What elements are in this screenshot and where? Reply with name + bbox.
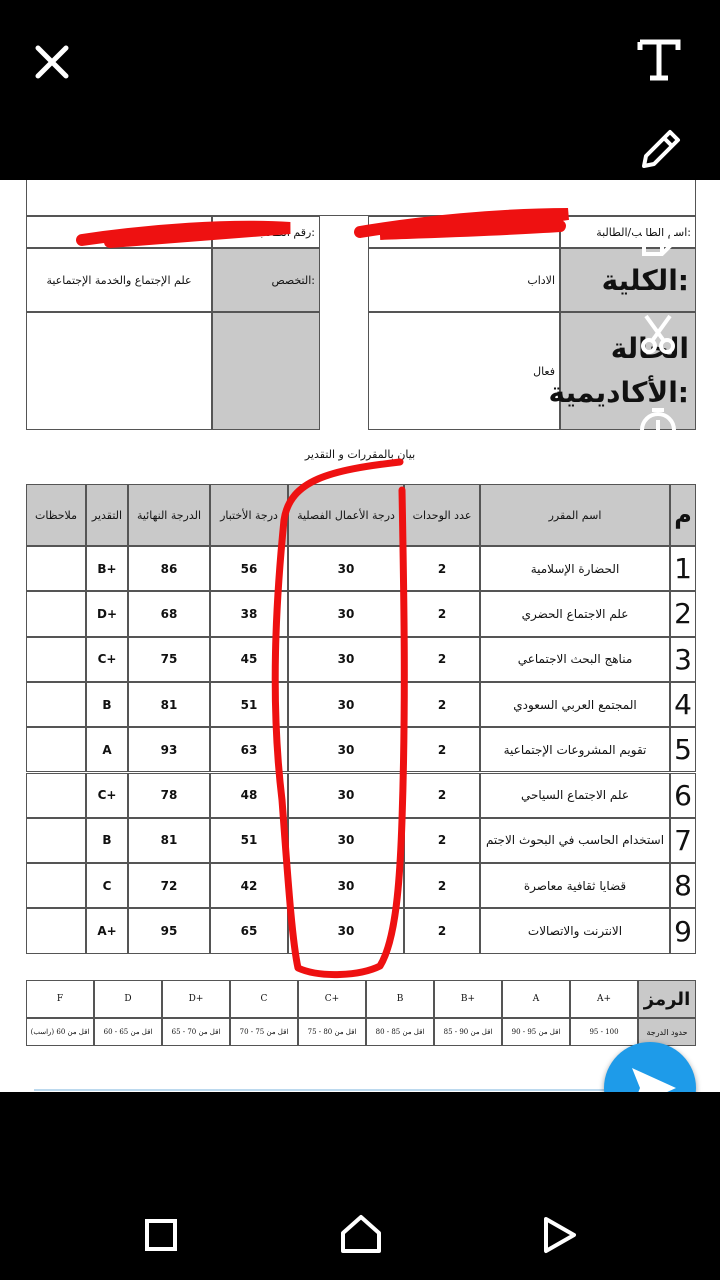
cell-units: 2 (404, 773, 480, 818)
cell-grade: D+ (86, 591, 128, 636)
legend-grade: A (502, 980, 570, 1018)
cell-exam: 51 (210, 818, 288, 863)
cell-grade: C+ (86, 773, 128, 818)
legend-grade: B (366, 980, 434, 1018)
legend-grade: B+ (434, 980, 502, 1018)
cell-final: 86 (128, 546, 210, 591)
cell-exam: 65 (210, 908, 288, 953)
header-final: الدرجة النهائية (128, 484, 210, 546)
cell-name: الانترنت والاتصالات (480, 908, 670, 953)
cell-coursework: 30 (288, 682, 404, 727)
cell-final: 72 (128, 863, 210, 908)
back-icon[interactable] (542, 1216, 578, 1254)
legend-grade: D (94, 980, 162, 1018)
cell-exam: 63 (210, 727, 288, 772)
cell-name: المجتمع العربي السعودي (480, 682, 670, 727)
cell-num: 5 (670, 727, 696, 772)
cell-units: 2 (404, 863, 480, 908)
cell-final: 75 (128, 637, 210, 682)
legend-range: 75 - اقل من 80 (298, 1018, 366, 1046)
cell-units: 2 (404, 818, 480, 863)
cell-coursework: 30 (288, 637, 404, 682)
cell-num: 2 (670, 591, 696, 636)
legend-range: اقل من 60 (راسب) (26, 1018, 94, 1046)
cell-num: 8 (670, 863, 696, 908)
cell-grade: A+ (86, 908, 128, 953)
legend-range: 70 - اقل من 75 (230, 1018, 298, 1046)
cell-num: 7 (670, 818, 696, 863)
cell-units: 2 (404, 637, 480, 682)
cell-grade: B (86, 818, 128, 863)
scissors-icon[interactable] (636, 312, 680, 356)
cell-num: 6 (670, 773, 696, 818)
timer-icon[interactable] (636, 406, 680, 450)
legend-grade: C (230, 980, 298, 1018)
cell-final: 78 (128, 773, 210, 818)
legend-grade: F (26, 980, 94, 1018)
academic-status-label-line2: الأكاديمية: (548, 376, 689, 409)
legend-range: 85 - اقل من 90 (434, 1018, 502, 1046)
cell-name: علم الاجتماع الحضري (480, 591, 670, 636)
cell-coursework: 30 (288, 863, 404, 908)
header-coursework: درجة الأعمال الفصلية (288, 484, 404, 546)
header-notes: ملاحظات (26, 484, 86, 546)
major-value: علم الإجتماع والخدمة الإجتماعية (46, 273, 192, 287)
cell-num: 1 (670, 546, 696, 591)
cell-num: 9 (670, 908, 696, 953)
cell-exam: 42 (210, 863, 288, 908)
cell-coursework: 30 (288, 773, 404, 818)
legend-range: 95 - 100 (570, 1018, 638, 1046)
cell-units: 2 (404, 591, 480, 636)
cell-final: 81 (128, 818, 210, 863)
cell-coursework: 30 (288, 546, 404, 591)
legend-grade: C+ (298, 980, 366, 1018)
header-exam: درجة الأختبار (210, 484, 288, 546)
legend-range: 60 - اقل من 65 (94, 1018, 162, 1046)
home-icon[interactable] (340, 1214, 382, 1254)
legend-grade: A+ (570, 980, 638, 1018)
cell-final: 95 (128, 908, 210, 953)
cell-units: 2 (404, 682, 480, 727)
legend-range: 65 - اقل من 70 (162, 1018, 230, 1046)
cell-exam: 48 (210, 773, 288, 818)
cell-name: استخدام الحاسب في البحوث الاجتم (480, 818, 670, 863)
recents-icon[interactable] (144, 1218, 178, 1252)
header-units: عدد الوحدات (404, 484, 480, 546)
academic-status-value: فعال (533, 364, 555, 378)
cell-exam: 56 (210, 546, 288, 591)
cell-coursework: 30 (288, 818, 404, 863)
redaction-scribble-number (82, 227, 290, 242)
cell-exam: 51 (210, 682, 288, 727)
cell-grade: B (86, 682, 128, 727)
cell-grade: C+ (86, 637, 128, 682)
cell-units: 2 (404, 546, 480, 591)
cell-grade: C (86, 863, 128, 908)
college-label: الكلية: (601, 263, 689, 297)
cell-final: 81 (128, 682, 210, 727)
cell-coursework: 30 (288, 591, 404, 636)
academic-status-label-line1: الحالة (610, 332, 689, 365)
cell-num: 3 (670, 637, 696, 682)
courses-title: بيان بالمقررات و التقدير (304, 448, 416, 461)
android-nav-bar (0, 1092, 720, 1280)
legend-range-label: حدود الدرجة (638, 1018, 696, 1046)
cell-grade: B+ (86, 546, 128, 591)
cell-exam: 38 (210, 591, 288, 636)
cell-exam: 45 (210, 637, 288, 682)
cell-num: 4 (670, 682, 696, 727)
major-label: التخصص: (271, 273, 315, 287)
cell-coursework: 30 (288, 727, 404, 772)
sticker-icon[interactable] (636, 218, 680, 262)
cell-final: 93 (128, 727, 210, 772)
cell-name: تقويم المشروعات الإجتماعية (480, 727, 670, 772)
header-grade: التقدير (86, 484, 128, 546)
cell-name: مناهج البحث الاجتماعي (480, 637, 670, 682)
cell-name: علم الاجتماع السياحي (480, 773, 670, 818)
header-num: م (670, 484, 696, 546)
cell-name: الحضارة الإسلامية (480, 546, 670, 591)
legend-grade: D+ (162, 980, 230, 1018)
student-number-label: رقم الطالب: (256, 225, 315, 239)
legend-range: 80 - اقل من 85 (366, 1018, 434, 1046)
legend-range: 90 - اقل من 95 (502, 1018, 570, 1046)
college-value: الاداب (527, 273, 555, 287)
cell-units: 2 (404, 727, 480, 772)
highlight-circle-coursework (275, 462, 404, 975)
cell-final: 68 (128, 591, 210, 636)
header-name: اسم المقرر (480, 484, 670, 546)
student-name-label: اسم الطالب/الطالبة: (596, 225, 691, 239)
cell-coursework: 30 (288, 908, 404, 953)
legend-symbol-label: الرمز (638, 980, 696, 1018)
cell-name: قضايا ثقافية معاصرة (480, 863, 670, 908)
redaction-scribble-name (360, 214, 568, 234)
cell-grade: A (86, 727, 128, 772)
cell-units: 2 (404, 908, 480, 953)
